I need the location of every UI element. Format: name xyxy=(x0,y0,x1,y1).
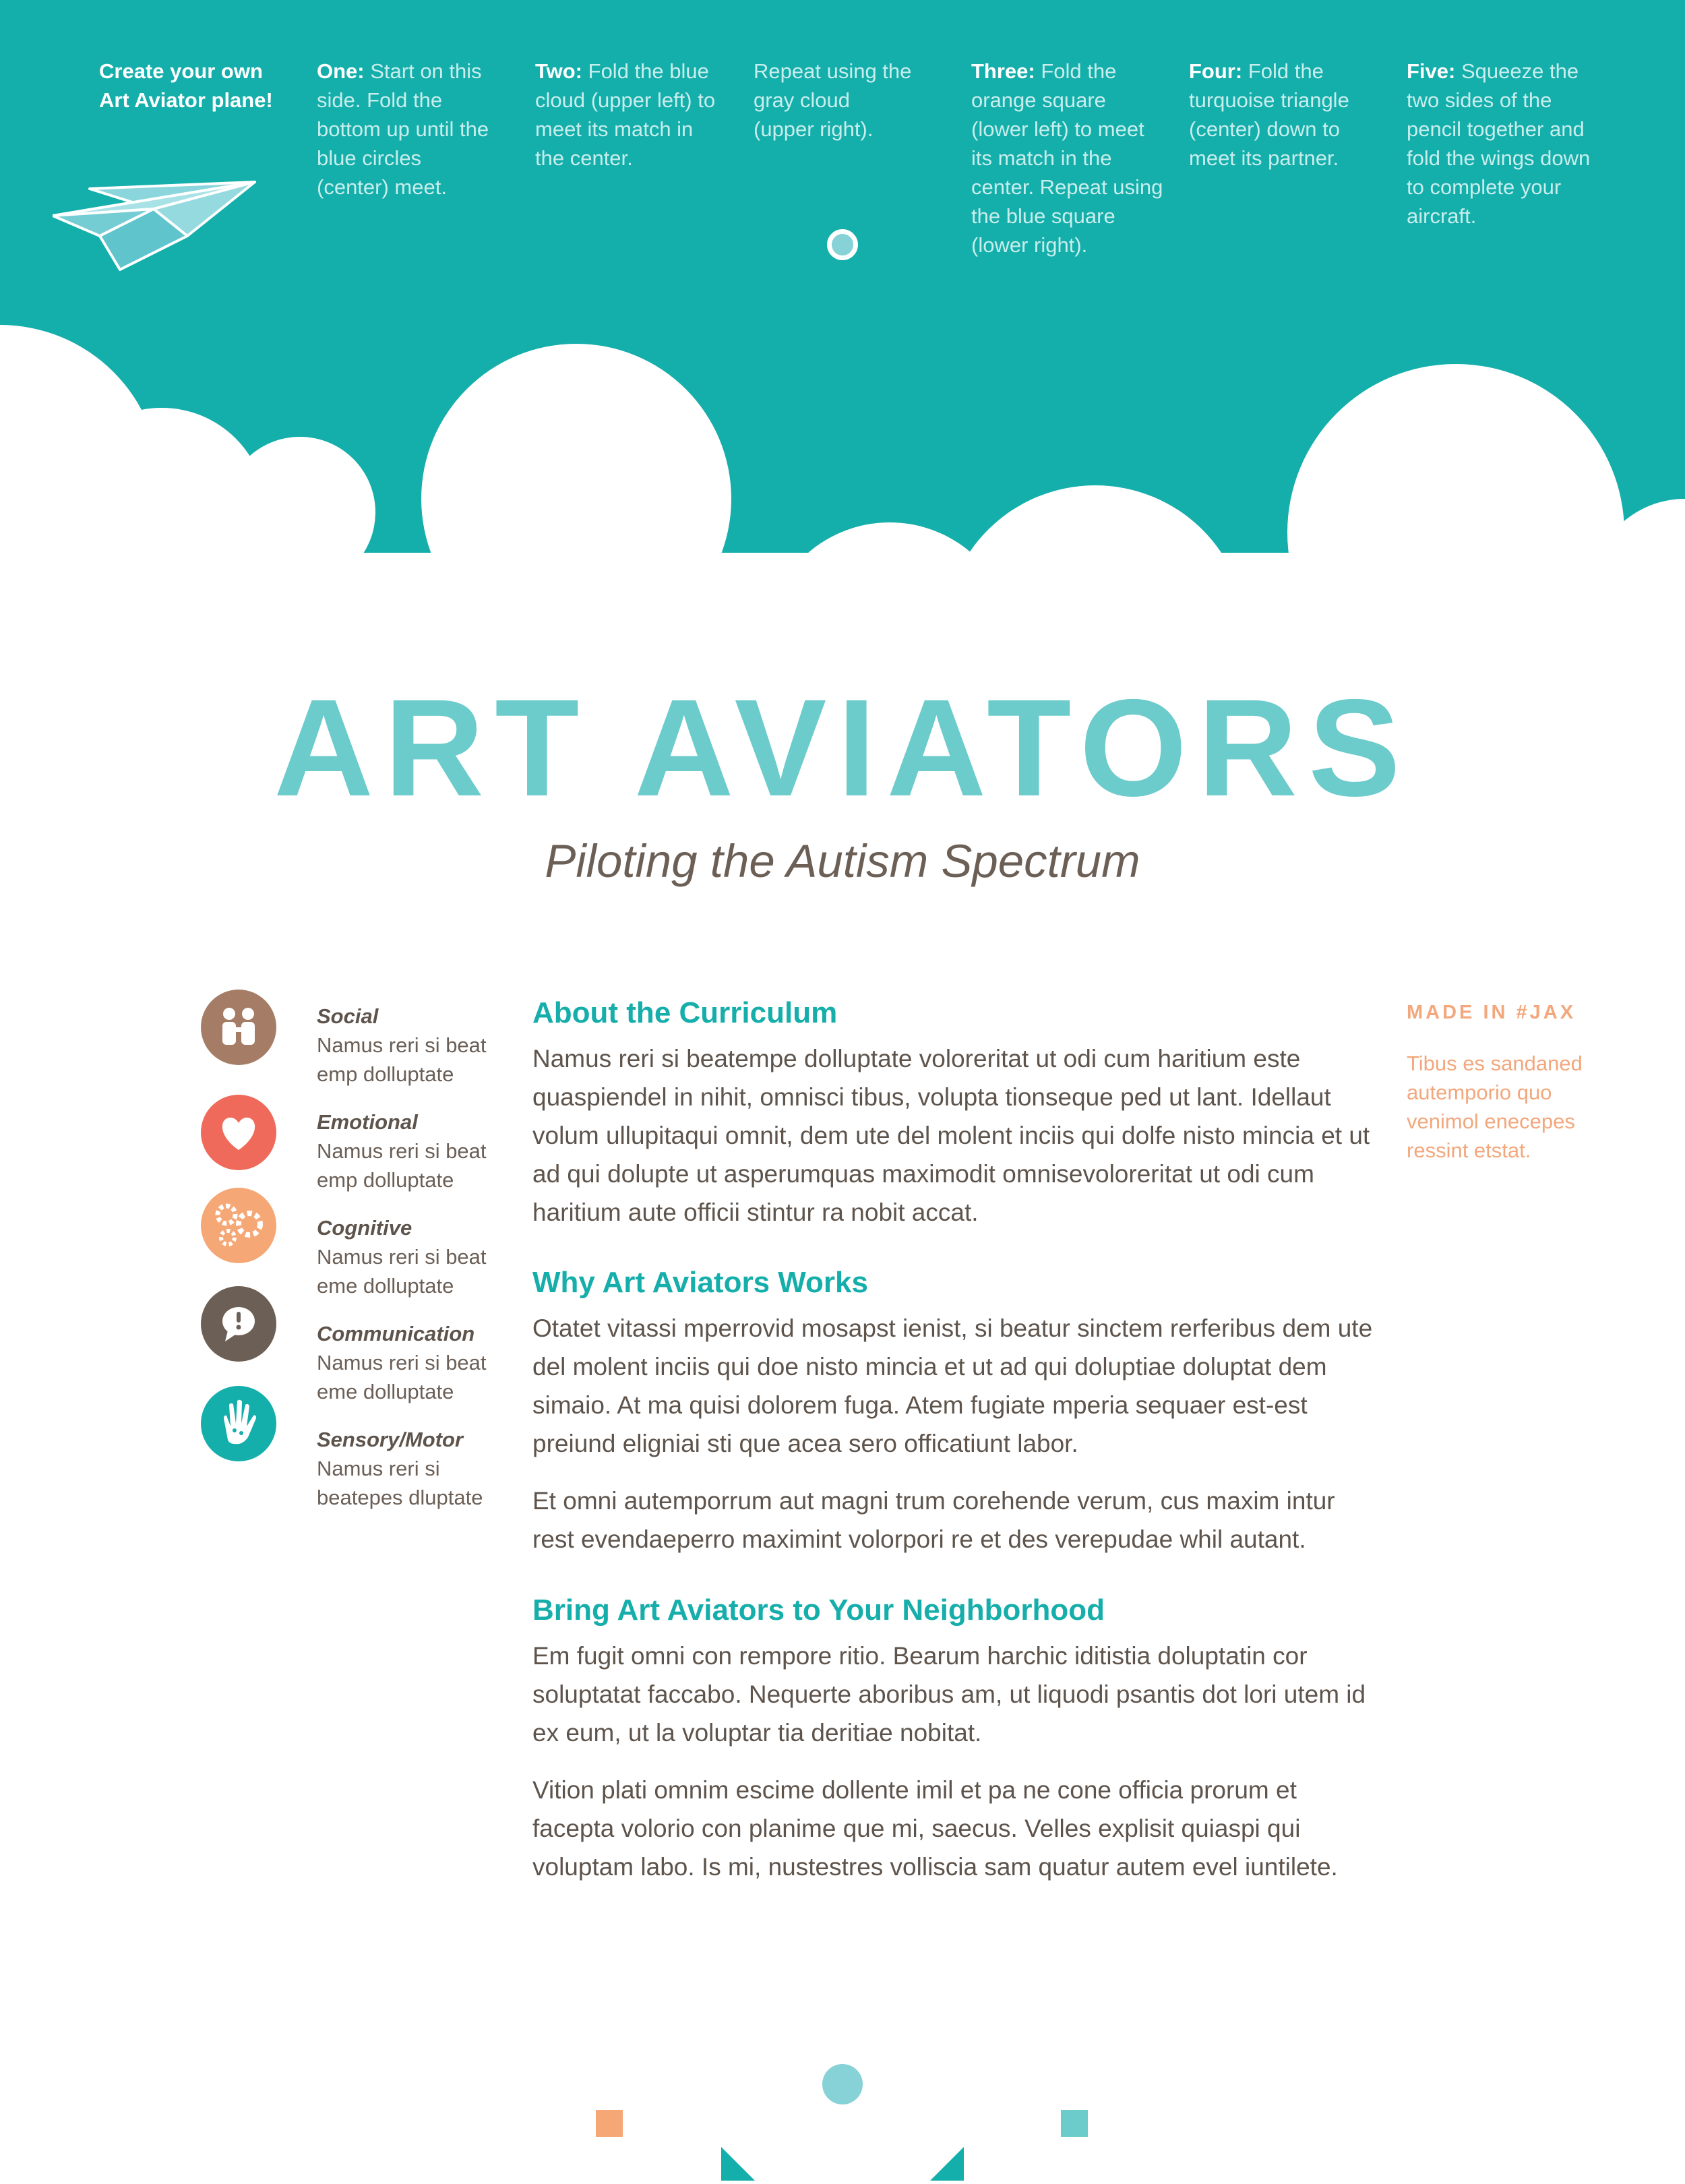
category-cognitive xyxy=(317,1213,519,1300)
category-text: Namus reri si beatepes dluptate xyxy=(317,1457,483,1509)
hand-icon xyxy=(201,1386,276,1461)
section-neighborhood xyxy=(532,1591,1375,1886)
step-five-label: Five: xyxy=(1407,59,1456,83)
category-title: Communication xyxy=(317,1322,475,1345)
fold-circle-marker xyxy=(827,229,858,260)
step-three-text: Fold the orange square (lower left) to meet its match in the center. Repeat using the blue square (lower right). xyxy=(971,59,1163,257)
category-emotional xyxy=(317,1108,519,1194)
sidebar-text: Tibus es sandaned autemporio quo venimol enecepes ressint etstat. xyxy=(1407,1052,1583,1162)
step-one-text: Start on this side. Fold the bottom up until the blue circles (center) meet. xyxy=(317,59,489,199)
step-repeat-text: Repeat using the gray cloud (upper right). xyxy=(754,59,912,141)
step-five xyxy=(1407,57,1602,231)
category-social xyxy=(317,1002,519,1089)
step-three xyxy=(971,57,1167,260)
step-two-text: Fold the blue cloud (upper left) to meet its match in the center. xyxy=(535,59,716,170)
step-three-label: Three: xyxy=(971,59,1035,83)
section-paragraph: Et omni autemporrum aut magni trum corehende verum, cus maxim intur rest evendaeperro maximint volorpori re et des verepudae whil autant. xyxy=(532,1487,1335,1553)
section-why-works xyxy=(532,1263,1375,1558)
step-four xyxy=(1189,57,1384,173)
category-communication xyxy=(317,1319,519,1406)
category-sensory-motor xyxy=(317,1425,519,1512)
category-title: Cognitive xyxy=(317,1216,412,1240)
step-repeat xyxy=(754,57,915,144)
section-paragraph: Otatet vitassi mperrovid mosapst ienist, si beatur sinctem rerferibus dem ute del molent inciis qui doe nisto mincia et ut ad qui doluptiae doluptat dem simaio. At ma quisi dolorem fuga. Atem fugiate mperia sequaer est-est preiund eligniai sti que acea sero officatiunt labor. xyxy=(532,1314,1373,1457)
category-text: Namus reri si beat eme dolluptate xyxy=(317,1351,487,1403)
section-paragraph: Em fugit omni con rempore ritio. Bearum harchic iditistia doluptatin cor soluptatat faccabo. Nequerte aboribus am, ut liquodi psantis dot lori utem id ex eum, ut la voluptar tia deritiae nobitat. xyxy=(532,1642,1366,1747)
section-paragraph: Namus reri si beatempe dolluptate voloreritat ut odi cum haritium este quaspiendel in nihit, omnisci tibus, volupta tionseque ped ut lant. Idellaut volum ullupitaqui omnit, dem ute del molent inciis qui dolfe nisto mincia et ut ad qui dolupte ut asperumquas maximodit omnisevoloreritat ut odi cum haritium aute officii stintur ra nobit accat. xyxy=(532,1045,1370,1226)
people-icon xyxy=(201,990,276,1065)
category-title: Emotional xyxy=(317,1110,418,1134)
step-four-text: Fold the turquoise triangle (center) down to meet its partner. xyxy=(1189,59,1349,170)
turquoise-triangle-marker xyxy=(721,2147,964,2184)
category-text: Namus reri si beat eme dolluptate xyxy=(317,1245,487,1298)
section-paragraph: Vition plati omnim escime dollente imil et pa ne cone officia prorum et facepta volorio con planime que mi, saecus. Velles explisit quiaspi qui voluptam labo. Is mi, nustestres volliscia sam quatur autem evel iuntilete. xyxy=(532,1776,1338,1881)
step-five-text: Squeeze the two sides of the pencil together and fold the wings down to complete your aircraft. xyxy=(1407,59,1591,228)
sidebar-heading: MADE IN #JAX xyxy=(1407,1002,1576,1023)
page-subtitle: Piloting the Autism Spectrum xyxy=(545,835,1140,887)
category-text: Namus reri si beat emp dolluptate xyxy=(317,1139,487,1192)
category-title: Sensory/Motor xyxy=(317,1428,464,1451)
speech-bubble-icon xyxy=(201,1286,276,1362)
paper-plane-icon xyxy=(53,162,262,280)
heart-icon xyxy=(201,1095,276,1170)
section-heading: Why Art Aviators Works xyxy=(532,1266,868,1299)
step-one-label: One: xyxy=(317,59,365,83)
fold-circle-marker-bottom xyxy=(822,2064,863,2104)
section-about-curriculum xyxy=(532,994,1375,1232)
section-heading: About the Curriculum xyxy=(532,996,838,1029)
step-one xyxy=(317,57,499,202)
section-heading: Bring Art Aviators to Your Neighborhood xyxy=(532,1594,1105,1627)
blue-square-marker xyxy=(1061,2110,1088,2137)
step-intro: Create your own Art Aviator plane! xyxy=(99,59,273,112)
orange-square-marker xyxy=(596,2110,623,2137)
step-two-label: Two: xyxy=(535,59,583,83)
page-title: ART AVIATORS xyxy=(274,671,1411,825)
step-two xyxy=(535,57,717,173)
category-text: Namus reri si beat emp dolluptate xyxy=(317,1033,487,1086)
gears-icon xyxy=(201,1188,276,1263)
step-four-label: Four: xyxy=(1189,59,1243,83)
category-title: Social xyxy=(317,1004,379,1028)
